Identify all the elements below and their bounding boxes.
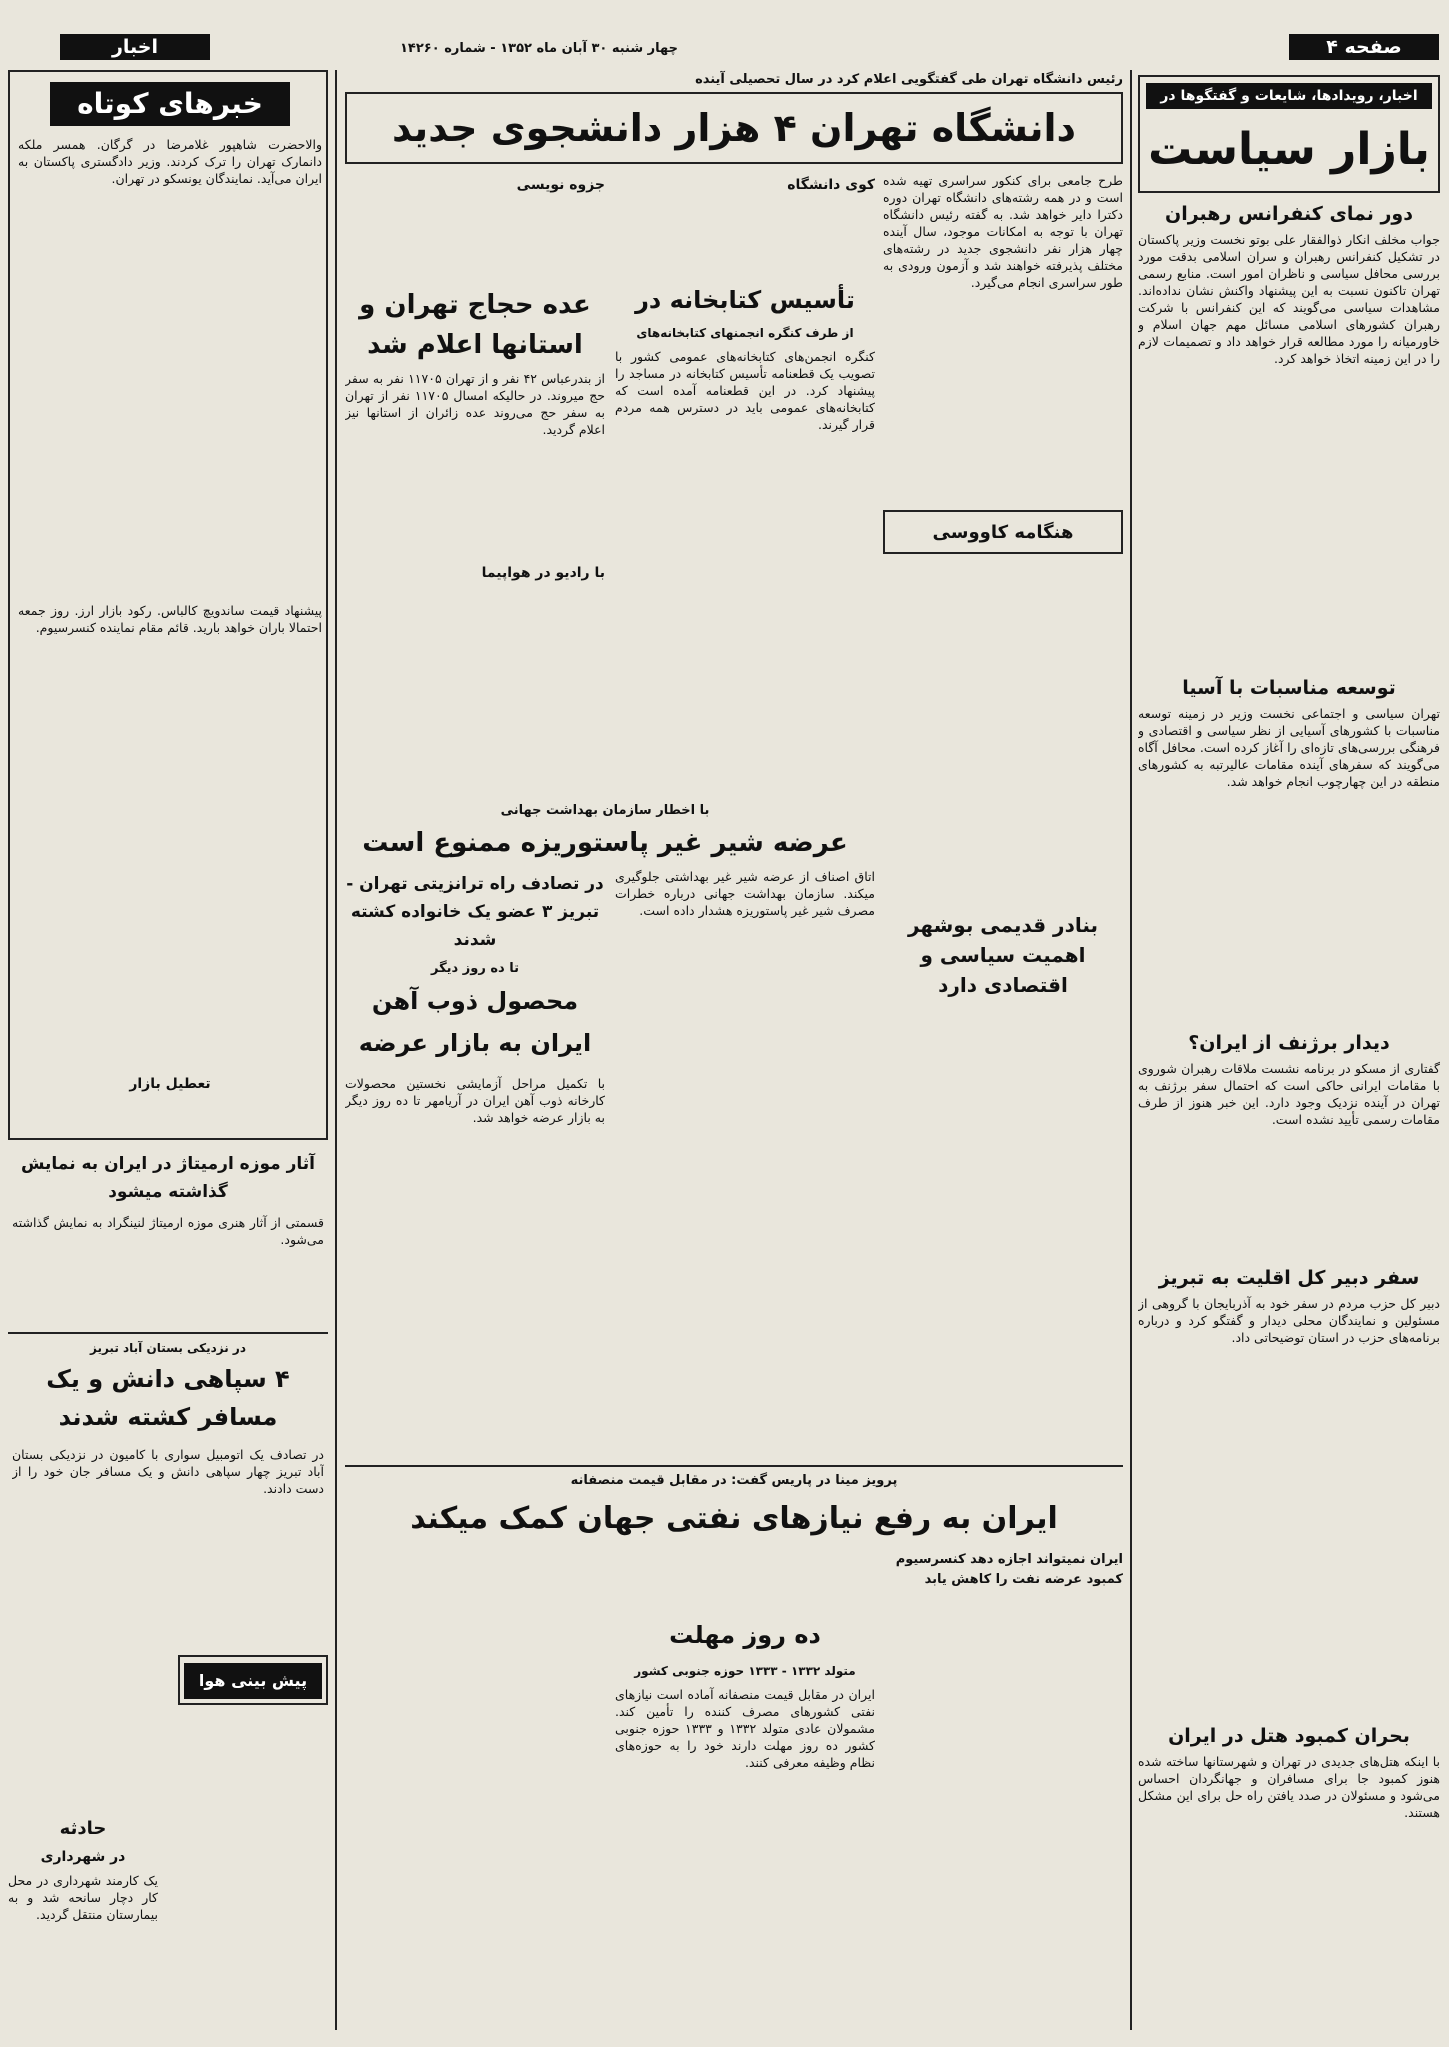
right-column xyxy=(1138,75,1440,2035)
short-news-body-b: پیشنهاد قیمت ساندویچ کالباس. رکود بازار ارز. روز جمعه احتمالا باران خواهد بارید. قائم مقام نماینده کنسرسیوم. xyxy=(18,603,322,635)
incident-title: حادثه xyxy=(59,1818,107,1839)
univ-author: هنگامه کاووسی xyxy=(932,522,1074,543)
s3-body: گفتاری از مسکو در برنامه نشست ملاقات رهبران شوروی با مقامات ایرانی حاکی است که احتمال سفر برژنف به تهران در آینده نزدیک وجود دارد. این خبر هنوز از طرف مقامات رسمی تأیید نشده است. xyxy=(1138,1061,1440,1127)
s2-body: تهران سیاسی و اجتماعی نخست وزیر در زمینه توسعه مناسبات با کشورهای آسیایی از نظر سیاسی و اقتصادی و فرهنگی بررسی‌های تازه‌ای را آغاز کرده است. محافل آگاه می‌گویند که سفرهای آینده مقامات عالیرتبه به کشورهای منطقه در این چهارچوب انجام خواهد شد. xyxy=(1138,706,1440,789)
oil-rule xyxy=(345,1465,1123,1467)
students-headline: ۴ سپاهی دانش و یک مسافر کشته شدند xyxy=(46,1365,290,1431)
library-kicker: از طرف کنگره انجمنهای کتابخانه‌های xyxy=(636,326,854,340)
short-news-body-a: والاحضرت شاهپور غلامرضا در گرگان. همسر ملکه دانمارک تهران را ترک کردند. وزیر دادگستری پاکستان به ایران می‌آید. نمایندگان یونسکو در تهران. xyxy=(18,137,322,186)
oil-headline: ایران به رفع نیازهای نفتی جهان کمک میکند xyxy=(410,1501,1058,1536)
hajj-headline: عده حجاج تهران و استانها اعلام شد xyxy=(359,290,591,360)
column-divider-right xyxy=(1130,70,1132,2030)
univ-headline-box xyxy=(345,92,1123,164)
conscript-headline: ده روز مهلت xyxy=(669,1621,821,1649)
s2-title: توسعه مناسبات با آسیا xyxy=(1182,677,1396,699)
hajj-body: از بندرعباس ۴۲ نفر و از تهران ۱۱۷۰۵ نفر به سفر حج میروند. در حالیکه امسال ۱۱۷۰۵ نفر از تهران به سفر حج می‌روند عده زائران از استانها نیز اعلام گردید. xyxy=(345,371,605,437)
students-body: در تصادف یک اتومبیل سواری با کامیون در نزدیکی بستان آباد تبریز چهار سپاهی دانش و یک مسافر جان خود را از دست دادند. xyxy=(12,1447,324,1496)
short-news-title: خبرهای کوتاه xyxy=(50,82,290,126)
politics-kicker: اخبار، رویدادها، شایعات و گفتگوها در xyxy=(1146,83,1432,109)
univ-sub-1: کوی دانشگاه xyxy=(787,177,875,193)
steel-headline: محصول ذوب آهن ایران به بازار عرضه xyxy=(358,987,592,1057)
bushehr-headline: بنادر قدیمی بوشهر اهمیت سیاسی و اقتصادی دارد xyxy=(907,913,1099,997)
page-label: صفحه ۴ xyxy=(1326,36,1402,58)
library-body: کنگره انجمن‌های کتابخانه‌های عمومی کشور با تصویب یک قطعنامه تأسیس کتابخانه در مساجد را پیشنهاد کرد. در این قطعنامه آمده است که کتابخانه‌های عمومی باید در دسترس همه مردم قرار گیرند. xyxy=(615,349,875,432)
univ-body: طرح جامعی برای کنکور سراسری تهیه شده است و در همه رشته‌های دانشگاه تهران دوره دکترا دایر خواهد شد. به گفته رئیس دانشگاه تهران با توجه به امکانات موجود، سال آینده چهار هزار نفر دانشجوی جدید در رشته‌های مختلف پذیرفته خواهند شد و آزمون ورودی به طور سراسری انجام می‌گیرد. xyxy=(883,173,1123,290)
univ-author-box xyxy=(883,510,1123,554)
page-label-box xyxy=(1289,34,1439,60)
oil-body: ایران در مقابل قیمت منصفانه آماده است نیازهای نفتی کشورهای مصرف کننده را تأمین کند. مشمولان عادی متولد ۱۳۳۲ و ۱۳۳۳ حوزه جنوبی کشور ده روز مهلت دارند خود را به حوزه‌های نظام وظیفه معرفی کنند. xyxy=(615,1687,875,1770)
short-news-box xyxy=(8,70,328,1140)
left-rule xyxy=(8,1332,328,1334)
univ-sub-2: جزوه نویسی xyxy=(516,177,605,193)
accident-headline: در تصادف راه ترانزیتی تهران - تبریز ۳ عضو یک خانواده کشته شدند xyxy=(346,874,604,950)
paper-name: اخبار xyxy=(111,36,159,58)
s1-title: دور نمای کنفرانس رهبران xyxy=(1165,203,1413,225)
weather-title: پیش بینی هوا xyxy=(184,1663,322,1699)
s5-body: با اینکه هتل‌های جدیدی در تهران و شهرستانها ساخته شده هنوز کمبود جا برای مسافران و جهانگردان احساس می‌شود و مسئولان در صدد یافتن راه حل برای این مشکل هستند. xyxy=(1138,1754,1440,1820)
closure-title: تعطیل بازار xyxy=(129,1076,211,1092)
health-kicker: با اخطار سازمان بهداشت جهانی xyxy=(500,803,710,818)
center-column xyxy=(345,70,1123,2035)
students-kicker: در نزدیکی بستان آباد تبریز xyxy=(89,1341,247,1355)
univ-headline: دانشگاه تهران ۴ هزار دانشجوی جدید xyxy=(391,106,1077,150)
hajj-sub: با رادیو در هواپیما xyxy=(481,565,605,581)
conscript-kicker: متولد ۱۳۳۲ - ۱۳۳۳ حوزه جنوبی کشور xyxy=(634,1664,856,1678)
s3-title: دیدار برژنف از ایران؟ xyxy=(1188,1032,1390,1054)
s5-title: بحران کمبود هتل در ایران xyxy=(1168,1725,1410,1747)
steel-kicker: تا ده روز دیگر xyxy=(431,961,519,976)
weather-box xyxy=(178,1655,328,1705)
masthead-date: چهار شنبه ۳۰ آبان ماه ۱۳۵۲ - شماره ۱۴۲۶۰ xyxy=(400,41,678,56)
masthead xyxy=(0,0,1449,62)
oil-kicker: پرویز مینا در پاریس گفت: در مقابل قیمت منصفانه xyxy=(570,1473,898,1488)
museum-title: آثار موزه ارمیتاژ در ایران به نمایش گذاشته میشود xyxy=(21,1154,315,1202)
museum-body: قسمتی از آثار هنری موزه ارمیتاژ لنینگراد به نمایش گذاشته می‌شود. xyxy=(12,1215,324,1247)
column-divider-left xyxy=(335,70,337,2030)
incident-sub: در شهرداری xyxy=(40,1849,126,1865)
s4-body: دبیر کل حزب مردم در سفر خود به آذربایجان با گروهی از مسئولین و نمایندگان محلی دیدار و گفتگو کرد و درباره برنامه‌های حزب در استان توضیحاتی داد. xyxy=(1138,1296,1440,1345)
steel-body: با تکمیل مراحل آزمایشی نخستین محصولات کارخانه ذوب آهن ایران در آریامهر تا ده روز دیگر به بازار عرضه خواهد شد. xyxy=(345,1076,605,1125)
politics-header-box xyxy=(1138,75,1440,193)
politics-title: بازار سیاست xyxy=(1148,124,1430,175)
s1-body: جواب مخلف انکار ذوالفقار علی بوتو نخست وزیر پاکستان در تشکیل کنفرانس رهبران و سران اسلامی بدقت مورد بررسی محافل سیاسی و ناظران امور است. منابع رسمی تهران تاکنون نسبت به این پیشنهاد واکنش نشان نداده‌اند. مشاهدات سیاسی می‌گویند که این کنفرانس با شرکت رهبران کشورهای اسلامی مسائل مهم جهان اسلام و خاورمیانه را مورد مطالعه قرار خواهد داد و تصمیمات لازم را در این زمینه اتخاذ خواهد کرد. xyxy=(1138,232,1440,366)
milk-body: اتاق اصناف از عرضه شیر غیر بهداشتی جلوگیری میکند. سازمان بهداشت جهانی درباره خطرات مصرف شیر غیر پاستوریزه هشدار داده است. xyxy=(615,869,875,918)
library-headline: تأسیس کتابخانه در xyxy=(635,286,855,314)
univ-kicker: رئیس دانشگاه تهران طی گفتگویی اعلام کرد در سال تحصیلی آینده xyxy=(695,72,1123,87)
oil-subheadline: ایران نمیتواند اجازه دهد کنسرسیوم کمبود عرضه نفت را کاهش یابد xyxy=(895,1552,1123,1587)
paper-name-box xyxy=(60,34,210,60)
left-column xyxy=(8,70,328,2035)
s4-title: سفر دبیر کل اقلیت به تبریز xyxy=(1158,1267,1420,1289)
incident-body: یک کارمند شهرداری در محل کار دچار سانحه شد و به بیمارستان منتقل گردید. xyxy=(8,1873,158,1922)
milk-headline: عرضه شیر غیر پاستوریزه ممنوع است xyxy=(362,828,848,858)
